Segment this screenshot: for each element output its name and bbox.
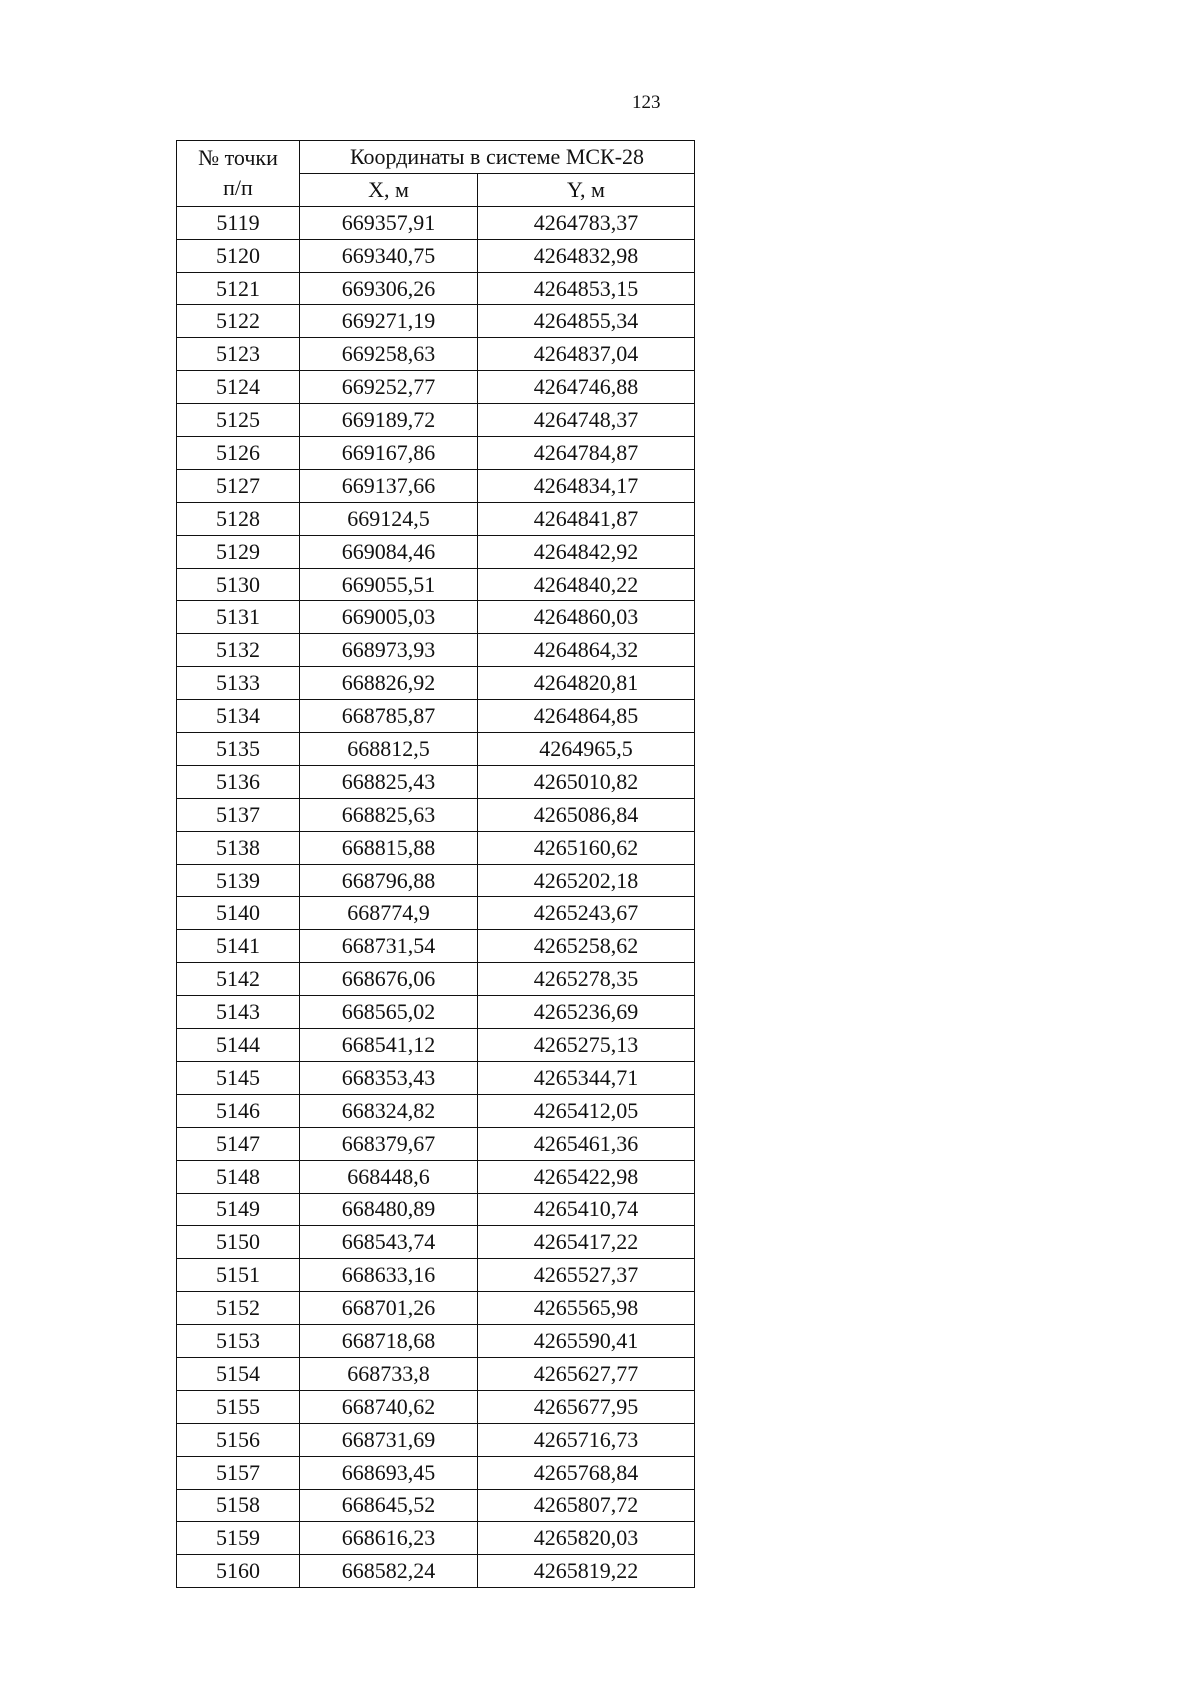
table-row <box>177 535 695 568</box>
table-row <box>177 1555 695 1588</box>
x-coordinate-cell: 668718,68 <box>300 1325 478 1358</box>
point-number-cell: 5136 <box>177 765 300 798</box>
table-row <box>177 371 695 404</box>
x-coordinate-cell: 669167,86 <box>300 437 478 470</box>
point-number-cell: 5124 <box>177 371 300 404</box>
table-row <box>177 1292 695 1325</box>
point-number-cell: 5138 <box>177 831 300 864</box>
header-row <box>177 141 695 174</box>
table-row <box>177 1061 695 1094</box>
x-coordinate-cell: 668815,88 <box>300 831 478 864</box>
point-number-cell: 5121 <box>177 272 300 305</box>
y-coordinate-cell: 4264842,92 <box>478 535 695 568</box>
table-row <box>177 1160 695 1193</box>
table-row <box>177 272 695 305</box>
y-coordinate-cell: 4264841,87 <box>478 502 695 535</box>
table-row <box>177 1029 695 1062</box>
y-coordinate-cell: 4264748,37 <box>478 404 695 437</box>
x-coordinate-cell: 668616,23 <box>300 1522 478 1555</box>
point-number-cell: 5126 <box>177 437 300 470</box>
point-number-cell: 5125 <box>177 404 300 437</box>
table-row <box>177 469 695 502</box>
point-number-cell: 5120 <box>177 239 300 272</box>
x-coordinate-cell: 669306,26 <box>300 272 478 305</box>
point-number-cell: 5152 <box>177 1292 300 1325</box>
table-row <box>177 897 695 930</box>
y-coordinate-cell: 4265258,62 <box>478 930 695 963</box>
table-row <box>177 1259 695 1292</box>
y-coordinate-cell: 4265278,35 <box>478 963 695 996</box>
x-coordinate-cell: 668733,8 <box>300 1357 478 1390</box>
y-coordinate-cell: 4264784,87 <box>478 437 695 470</box>
x-coordinate-cell: 668676,06 <box>300 963 478 996</box>
y-coordinate-cell: 4265565,98 <box>478 1292 695 1325</box>
y-coordinate-cell: 4264746,88 <box>478 371 695 404</box>
y-coordinate-cell: 4264832,98 <box>478 239 695 272</box>
point-number-cell: 5150 <box>177 1226 300 1259</box>
y-coordinate-cell: 4264855,34 <box>478 305 695 338</box>
table-row <box>177 1226 695 1259</box>
y-coordinate-cell: 4264864,85 <box>478 700 695 733</box>
x-coordinate-cell: 668633,16 <box>300 1259 478 1292</box>
y-coordinate-cell: 4264864,32 <box>478 634 695 667</box>
x-coordinate-cell: 668731,69 <box>300 1423 478 1456</box>
point-number-cell: 5132 <box>177 634 300 667</box>
x-coordinate-cell: 668543,74 <box>300 1226 478 1259</box>
y-column-header: Y, м <box>478 173 695 206</box>
point-number-cell: 5133 <box>177 667 300 700</box>
point-number-cell: 5146 <box>177 1094 300 1127</box>
y-coordinate-cell: 4265627,77 <box>478 1357 695 1390</box>
table-row <box>177 502 695 535</box>
x-coordinate-cell: 669357,91 <box>300 206 478 239</box>
table-row <box>177 568 695 601</box>
point-number-cell: 5142 <box>177 963 300 996</box>
x-coordinate-cell: 668480,89 <box>300 1193 478 1226</box>
x-coordinate-cell: 669271,19 <box>300 305 478 338</box>
y-coordinate-cell: 4265010,82 <box>478 765 695 798</box>
table-row <box>177 831 695 864</box>
point-number-cell: 5153 <box>177 1325 300 1358</box>
x-coordinate-cell: 668448,6 <box>300 1160 478 1193</box>
point-number-cell: 5151 <box>177 1259 300 1292</box>
x-coordinate-cell: 669005,03 <box>300 601 478 634</box>
x-coordinate-cell: 668785,87 <box>300 700 478 733</box>
x-coordinate-cell: 668701,26 <box>300 1292 478 1325</box>
point-number-header-line1: № точки <box>198 145 278 171</box>
table-row <box>177 206 695 239</box>
x-coordinate-cell: 668740,62 <box>300 1390 478 1423</box>
x-coordinate-cell: 669258,63 <box>300 338 478 371</box>
table-row <box>177 1193 695 1226</box>
y-coordinate-cell: 4264783,37 <box>478 206 695 239</box>
x-coordinate-cell: 668796,88 <box>300 864 478 897</box>
table-row <box>177 338 695 371</box>
y-coordinate-cell: 4264820,81 <box>478 667 695 700</box>
point-number-cell: 5159 <box>177 1522 300 1555</box>
point-number-cell: 5123 <box>177 338 300 371</box>
x-coordinate-cell: 668774,9 <box>300 897 478 930</box>
table-row <box>177 1522 695 1555</box>
coordinates-table <box>176 140 695 1588</box>
table-row <box>177 765 695 798</box>
point-number-cell: 5141 <box>177 930 300 963</box>
table-body <box>177 206 695 1587</box>
y-coordinate-cell: 4265768,84 <box>478 1456 695 1489</box>
table-row <box>177 798 695 831</box>
point-number-cell: 5144 <box>177 1029 300 1062</box>
y-coordinate-cell: 4265410,74 <box>478 1193 695 1226</box>
point-number-cell: 5158 <box>177 1489 300 1522</box>
point-number-cell: 5149 <box>177 1193 300 1226</box>
y-coordinate-cell: 4265677,95 <box>478 1390 695 1423</box>
table-row <box>177 667 695 700</box>
x-coordinate-cell: 668324,82 <box>300 1094 478 1127</box>
point-number-cell: 5127 <box>177 469 300 502</box>
point-number-cell: 5119 <box>177 206 300 239</box>
x-coordinate-cell: 668645,52 <box>300 1489 478 1522</box>
x-coordinate-cell: 668825,63 <box>300 798 478 831</box>
table-row <box>177 864 695 897</box>
coordinates-header: Координаты в системе МСК-28 <box>300 141 695 174</box>
x-coordinate-cell: 668582,24 <box>300 1555 478 1588</box>
x-coordinate-cell: 668541,12 <box>300 1029 478 1062</box>
x-coordinate-cell: 668353,43 <box>300 1061 478 1094</box>
x-coordinate-cell: 668825,43 <box>300 765 478 798</box>
y-coordinate-cell: 4265086,84 <box>478 798 695 831</box>
x-coordinate-cell: 668693,45 <box>300 1456 478 1489</box>
x-coordinate-cell: 669252,77 <box>300 371 478 404</box>
x-coordinate-cell: 668973,93 <box>300 634 478 667</box>
point-number-cell: 5139 <box>177 864 300 897</box>
table-row <box>177 239 695 272</box>
table-row <box>177 1325 695 1358</box>
point-number-cell: 5134 <box>177 700 300 733</box>
table-row <box>177 634 695 667</box>
table-row <box>177 1357 695 1390</box>
point-number-cell: 5157 <box>177 1456 300 1489</box>
point-number-cell: 5135 <box>177 733 300 766</box>
point-number-cell: 5155 <box>177 1390 300 1423</box>
x-coordinate-cell: 669340,75 <box>300 239 478 272</box>
x-coordinate-cell: 668826,92 <box>300 667 478 700</box>
y-coordinate-cell: 4265275,13 <box>478 1029 695 1062</box>
table-row <box>177 1489 695 1522</box>
x-coordinate-cell: 668812,5 <box>300 733 478 766</box>
point-number-cell: 5128 <box>177 502 300 535</box>
point-number-cell: 5148 <box>177 1160 300 1193</box>
table-row <box>177 1423 695 1456</box>
y-coordinate-cell: 4265236,69 <box>478 996 695 1029</box>
table-row <box>177 733 695 766</box>
x-coordinate-cell: 668379,67 <box>300 1127 478 1160</box>
table-row <box>177 963 695 996</box>
point-number-cell: 5137 <box>177 798 300 831</box>
y-coordinate-cell: 4265716,73 <box>478 1423 695 1456</box>
point-number-header-line2: п/п <box>223 175 253 201</box>
point-number-cell: 5140 <box>177 897 300 930</box>
y-coordinate-cell: 4264834,17 <box>478 469 695 502</box>
y-coordinate-cell: 4264837,04 <box>478 338 695 371</box>
point-number-cell: 5160 <box>177 1555 300 1588</box>
y-coordinate-cell: 4265417,22 <box>478 1226 695 1259</box>
table-row <box>177 1094 695 1127</box>
y-coordinate-cell: 4264853,15 <box>478 272 695 305</box>
y-coordinate-cell: 4265820,03 <box>478 1522 695 1555</box>
y-coordinate-cell: 4265422,98 <box>478 1160 695 1193</box>
point-number-cell: 5145 <box>177 1061 300 1094</box>
point-number-cell: 5129 <box>177 535 300 568</box>
y-coordinate-cell: 4264840,22 <box>478 568 695 601</box>
table-row <box>177 700 695 733</box>
point-number-cell: 5147 <box>177 1127 300 1160</box>
table-header <box>177 141 695 207</box>
x-coordinate-cell: 669055,51 <box>300 568 478 601</box>
point-number-cell: 5154 <box>177 1357 300 1390</box>
page-number: 123 <box>632 92 661 113</box>
table-row <box>177 305 695 338</box>
y-coordinate-cell: 4265461,36 <box>478 1127 695 1160</box>
x-column-header: X, м <box>300 173 478 206</box>
y-coordinate-cell: 4265819,22 <box>478 1555 695 1588</box>
y-coordinate-cell: 4264860,03 <box>478 601 695 634</box>
table-row <box>177 930 695 963</box>
point-number-cell: 5143 <box>177 996 300 1029</box>
y-coordinate-cell: 4265202,18 <box>478 864 695 897</box>
y-coordinate-cell: 4265527,37 <box>478 1259 695 1292</box>
x-coordinate-cell: 668731,54 <box>300 930 478 963</box>
table-row <box>177 437 695 470</box>
point-number-cell: 5130 <box>177 568 300 601</box>
x-coordinate-cell: 669084,46 <box>300 535 478 568</box>
table-row <box>177 1456 695 1489</box>
y-coordinate-cell: 4264965,5 <box>478 733 695 766</box>
point-number-cell: 5131 <box>177 601 300 634</box>
table-row <box>177 1390 695 1423</box>
x-coordinate-cell: 668565,02 <box>300 996 478 1029</box>
y-coordinate-cell: 4265590,41 <box>478 1325 695 1358</box>
y-coordinate-cell: 4265243,67 <box>478 897 695 930</box>
x-coordinate-cell: 669124,5 <box>300 502 478 535</box>
x-coordinate-cell: 669137,66 <box>300 469 478 502</box>
y-coordinate-cell: 4265160,62 <box>478 831 695 864</box>
x-coordinate-cell: 669189,72 <box>300 404 478 437</box>
point-number-cell: 5122 <box>177 305 300 338</box>
table-row <box>177 996 695 1029</box>
y-coordinate-cell: 4265412,05 <box>478 1094 695 1127</box>
table-row <box>177 1127 695 1160</box>
point-number-header <box>177 141 300 207</box>
table-row <box>177 601 695 634</box>
y-coordinate-cell: 4265807,72 <box>478 1489 695 1522</box>
point-number-cell: 5156 <box>177 1423 300 1456</box>
table-row <box>177 404 695 437</box>
y-coordinate-cell: 4265344,71 <box>478 1061 695 1094</box>
